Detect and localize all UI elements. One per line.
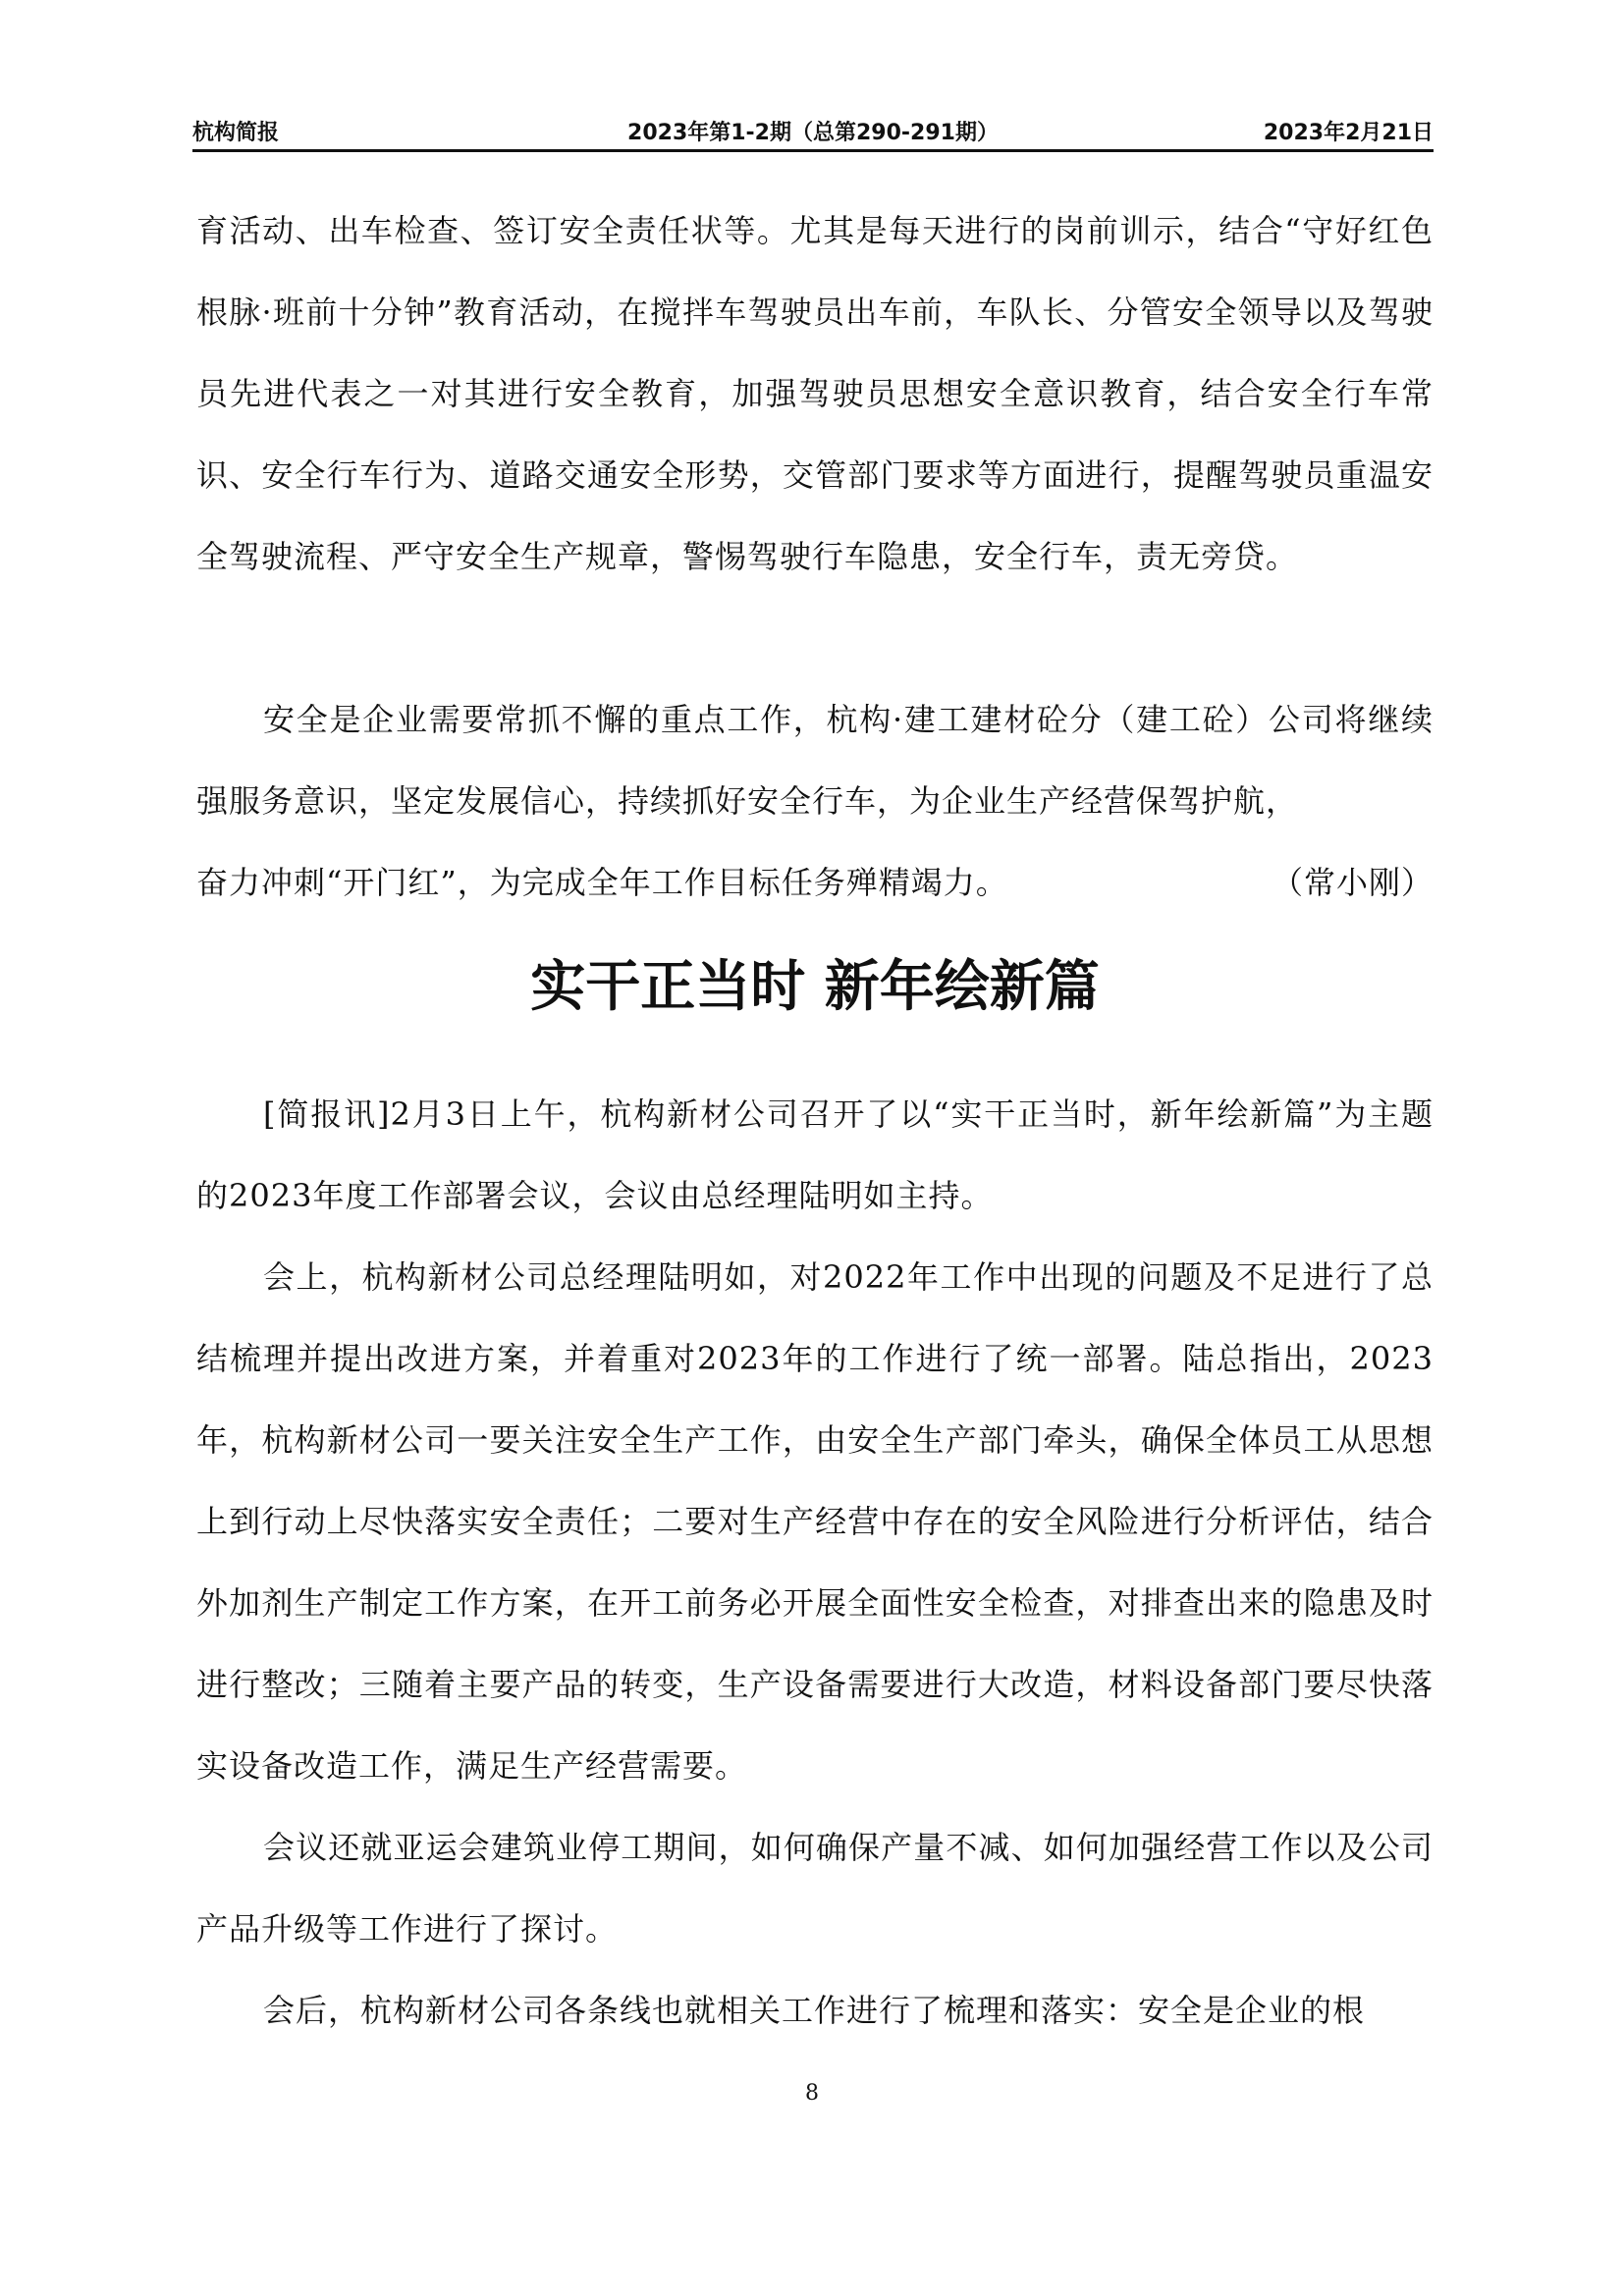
article1-closing-paragraph — [196, 679, 1434, 924]
publication-name: 杭构简报 — [192, 121, 280, 145]
author-byline: （常小刚） — [1271, 864, 1434, 901]
article2-paragraph-2: 会上，杭构新材公司总经理陆明如，对2022年工作中出现的问题及不足进行了总结梳理并提出改进方案，并着重对2023年的工作进行了统一部署。陆总指出，2023年，杭构新材公司一要关注安全生产工作，由安全生产部门牵头，确保全体员工从思想上到行动上尽快落实安全责任；二要对生产经营中存在的安全风险进行分析评估，结合外加剂生产制定工作方案，在开工前务必开展全面性安全检查，对排查出来的隐患及时进行整改；三随着主要产品的转变，生产设备需要进行大改造，材料设备部门要尽快落实设备改造工作，满足生产经营需要。 — [196, 1258, 1434, 1785]
issue-number: 2023年第1-2期（总第290-291期） — [627, 121, 999, 145]
closing-last-line — [196, 842, 1434, 924]
issue-date: 2023年2月21日 — [1263, 121, 1434, 145]
running-header — [192, 116, 1434, 152]
article2-title: 实干正当时 新年绘新篇 — [530, 955, 1100, 1019]
article1-continuation: 育活动、出车检查、签订安全责任状等。尤其是每天进行的岗前训示，结合“守好红色根脉·班前十分钟”教育活动，在搅拌车驾驶员出车前，车队长、分管安全领导以及驾驶员先进代表之一对其进行安全教育，加强驾驶员思想安全意识教育，结合安全行车常识、安全行车行为、道路交通安全形势，交管部门要求等方面进行，提醒驾驶员重温安全驾驶流程、严守安全生产规章，警惕驾驶行车隐患，安全行车，责无旁贷。 — [196, 212, 1434, 575]
page-number: 8 — [805, 2081, 819, 2106]
closing-last-text: 奋力冲刺“开门红”，为完成全年工作目标任务殚精竭力。 — [196, 864, 1008, 901]
article2-paragraph-1: [简报讯]2月3日上午，杭构新材公司召开了以“实干正当时，新年绘新篇”为主题的2023年度工作部署会议，会议由总经理陆明如主持。 — [196, 1095, 1434, 1214]
article2-paragraph-3: 会议还就亚运会建筑业停工期间，如何确保产量不减、如何加强经营工作以及公司产品升级等工作进行了探讨。 — [196, 1829, 1434, 1948]
article2-paragraph-4: 会后，杭构新材公司各条线也就相关工作进行了梳理和落实：安全是企业的根 — [263, 1992, 1366, 2029]
closing-lead-text: 安全是企业需要常抓不懈的重点工作，杭构·建工建材砼分（建工砼）公司将继续强服务意识，坚定发展信心，持续抓好安全行车，为企业生产经营保驾护航， — [196, 701, 1434, 820]
